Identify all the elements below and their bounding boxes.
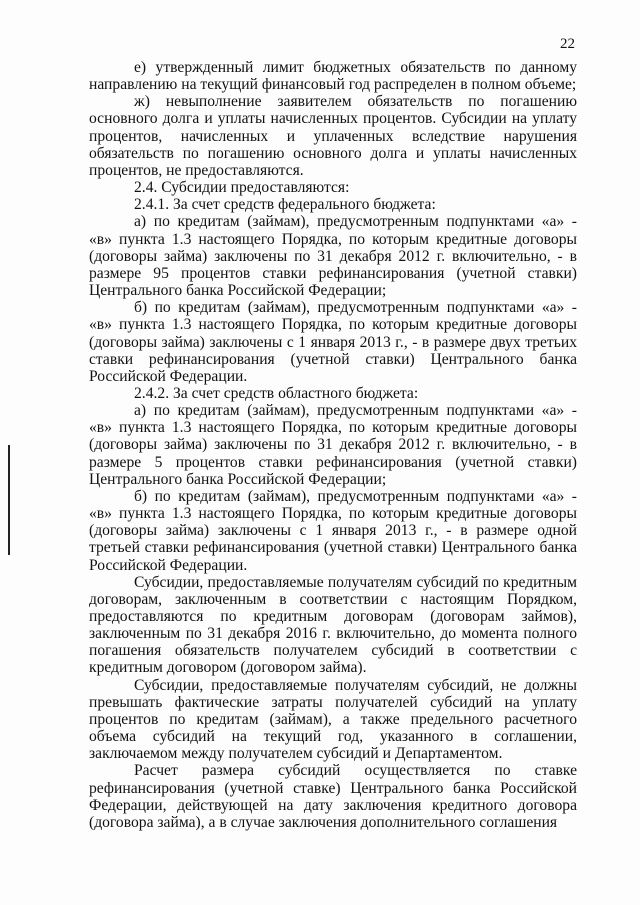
paragraph-2-4-1-a: а) по кредитам (займам), предусмотренным подпунктами «а» - «в» пункта 1.3 настоящего Порядка, по которым кредитные договоры (договоры займа) заключены по 31 декабря 2012 г. включительно, - в размере 95 процентов ставки рефинансирования (учетной ставки) Центрального банка Российской Федерации; xyxy=(89,213,577,300)
paragraph-2-4-1-b: б) по кредитам (займам), предусмотренным подпунктами «а» - «в» пункта 1.3 настоящего Порядка, по которым кредитные договоры (договоры займа) заключены с 1 января 2013 г., - в размере двух третьих ставки рефинансирования (учетной ставки) Центрального банка Российской Федерации. xyxy=(89,299,577,385)
paragraph-2-4-2-b: б) по кредитам (займам), предусмотренным подпунктами «а» - «в» пункта 1.3 настоящего Порядка, по которым кредитные договоры (договоры займа) заключены с 1 января 2013 г., - в размере одной третьей ставки рефинансирования (учетной ставки) Центрального банка Российской Федерации. xyxy=(89,487,577,574)
margin-mark xyxy=(8,445,10,555)
paragraph-item-zh: ж) невыполнение заявителем обязательств по погашению основного долга и уплаты начисленных процентов. Субсидии на уплату процентов, начисленных и уплаченных вследствие нарушения обязательств по погашению основного долга и уплаты начисленных процентов, не предоставляются. xyxy=(89,93,577,179)
document-body xyxy=(89,59,577,831)
paragraph-subsidy-limit: Субсидии, предоставляемые получателям субсидий, не должны превышать фактические затраты получателей субсидий на уплату процентов по кредитам (займам), а также предельного расчетного объема субсидий на текущий год, указанного в соглашении, заключаемом между получателем субсидий и Департаментом. xyxy=(89,676,577,763)
paragraph-item-e: е) утвержденный лимит бюджетных обязательств по данному направлению на текущий финансовый год распределен в полном объеме; xyxy=(89,59,577,94)
page-number: 22 xyxy=(560,36,575,52)
subsection-heading-2-4-1: 2.4.1. За счет средств федерального бюджета: xyxy=(134,196,436,214)
paragraph-subsidy-term: Субсидии, предоставляемые получателям субсидий по кредитным договорам, заключенным в соответствии с настоящим Порядком, предоставляются по кредитным договорам (договорам займов), заключенным по 31 декабря 2016 г. включительно, до момента полного погашения обязательств получателем субсидий в соответствии с кредитным договором (договором займа). xyxy=(89,573,577,677)
section-heading-2-4: 2.4. Субсидии предоставляются: xyxy=(134,179,350,197)
paragraph-calculation: Расчет размера субсидий осуществляется по ставке рефинансирования (учетной ставке) Центрального банка Российской Федерации, действующей на дату заключения кредитного договора (договора займа), а в случае заключения дополнительного соглашения xyxy=(89,762,577,831)
subsection-heading-2-4-2: 2.4.2. За счет средств областного бюджета: xyxy=(134,384,419,402)
paragraph-2-4-2-a: а) по кредитам (займам), предусмотренным подпунктами «а» - «в» пункта 1.3 настоящего Порядка, по которым кредитные договоры (договоры займа) заключены по 31 декабря 2012 г. включительно, - в размере 5 процентов ставки рефинансирования (учетной ставки) Центрального банка Российской Федерации; xyxy=(89,402,577,488)
